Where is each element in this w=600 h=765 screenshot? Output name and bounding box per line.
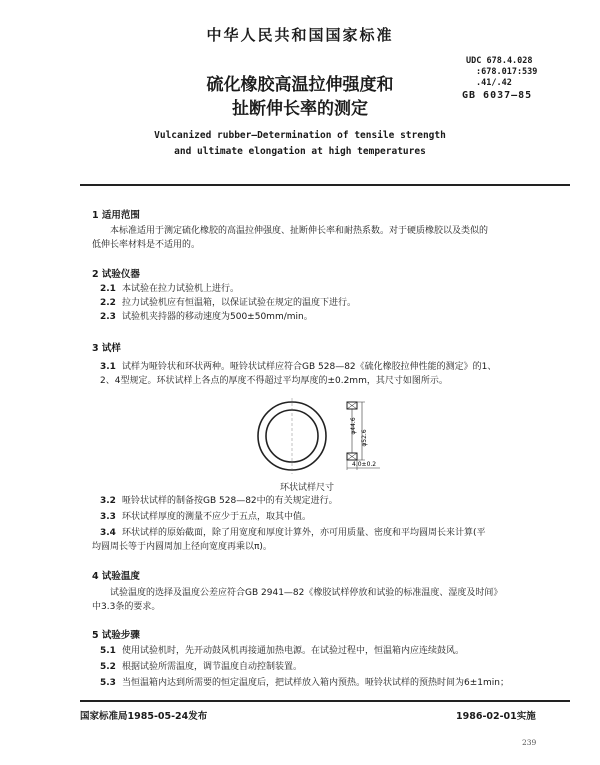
section-4-heading: 4 试验温度 (92, 571, 140, 582)
item-3-4: 3.4 环状试样的原始截面，除了用宽度和厚度计算外，亦可用质量、密度和平均圆周长来计算(平 (100, 528, 486, 538)
udc-line-3: .41/.42 (476, 78, 512, 88)
ring-specimen-figure (255, 398, 390, 476)
item-3-4-cont: 均圆周长等于内圆周加上径向宽度再乘以π)。 (92, 542, 272, 552)
section-5-items (100, 644, 570, 690)
section-3-items (92, 494, 570, 554)
section-2-heading: 2 试验仪器 (92, 269, 140, 280)
country-header: 中华人民共和国国家标准 (206, 26, 394, 44)
item-5-1: 5.1 使用试验机时，先开动鼓风机再接通加热电源。在试验过程中，恒温箱内应连续鼓风。 (100, 646, 465, 656)
header-rule (80, 184, 570, 186)
title-en-line-2: and ultimate elongation at high temperatures (174, 146, 426, 157)
section-1-text (92, 224, 570, 252)
item-2-3: 2.3 试验机夹持器的移动速度为500±50mm/min。 (100, 312, 313, 322)
title-en-line-1: Vulcanized rubber—Determination of tensile strength (154, 130, 446, 141)
udc-line-1: UDC 678.4.028 (466, 56, 533, 66)
item-3-2: 3.2 哑铃状试样的制备按GB 528—82中的有关规定进行。 (100, 496, 338, 506)
item-2-1-num: 2.1 (100, 284, 116, 294)
section-5-heading: 5 试验步骤 (92, 630, 140, 641)
item-2-2: 2.2 拉力试验机应有恒温箱，以保证试验在规定的温度下进行。 (100, 298, 357, 308)
page-number: 239 (522, 738, 537, 747)
dim-outer-diameter: φ52.6 (361, 429, 368, 447)
figure-caption: 环状试样尺寸 (280, 483, 335, 493)
dim-inner-diameter: φ44.6 (350, 417, 357, 435)
section-1-heading: 1 适用范围 (92, 210, 140, 221)
issue-date: 国家标准局1985-05-24发布 (80, 711, 208, 722)
item-2-3-num: 2.3 (100, 312, 116, 322)
footer-rule (80, 700, 570, 702)
dim-width: 4.0±0.2 (352, 461, 377, 468)
item-5-3: 5.3 当恒温箱内达到所需要的恒定温度后，把试样放入箱内预热。哑铃状试样的预热时间为6±1min； (100, 678, 509, 688)
section-4-text: 试验温度的选择及温度公差应符合GB 2941—82《橡胶试样停放和试验的标准温度、湿度及时间》 中3.3条的要求。 (92, 588, 503, 612)
section-2-items (100, 282, 570, 324)
section-1-line-2: 低伸长率材料是不适用的。 (92, 240, 201, 250)
item-5-2: 5.2 根据试验所需温度，调节温度自动控制装置。 (100, 662, 303, 672)
title-zh-line-2: 扯断伸长率的测定 (232, 99, 368, 119)
effective-date: 1986-02-01实施 (456, 711, 536, 722)
section-3-item-1: 3.1 试样为哑铃状和环状两种。哑铃状试样应符合GB 528—82《硫化橡胶拉伸性能的测定》的1、 2、4型规定。环状试样上各点的厚度不得超过平均厚度的±0.2mm，其尺寸如图所示。 (100, 362, 497, 386)
item-2-2-num: 2.2 (100, 298, 116, 308)
gb-number: GB 6037—85 (462, 90, 533, 101)
title-zh-line-1: 硫化橡胶高温拉伸强度和 (206, 75, 394, 95)
item-3-3: 3.3 环状试样厚度的测量不应少于五点，取其中值。 (100, 512, 312, 522)
section-1-line-1: 本标准适用于测定硫化橡胶的高温拉伸强度、扯断伸长率和耐热系数。对于硬质橡胶以及类似的 (110, 226, 489, 236)
item-2-1: 2.1 本试验在拉力试验机上进行。 (100, 284, 240, 294)
section-3-heading: 3 试样 (92, 343, 121, 354)
udc-line-2: :678.017:539 (476, 67, 538, 77)
